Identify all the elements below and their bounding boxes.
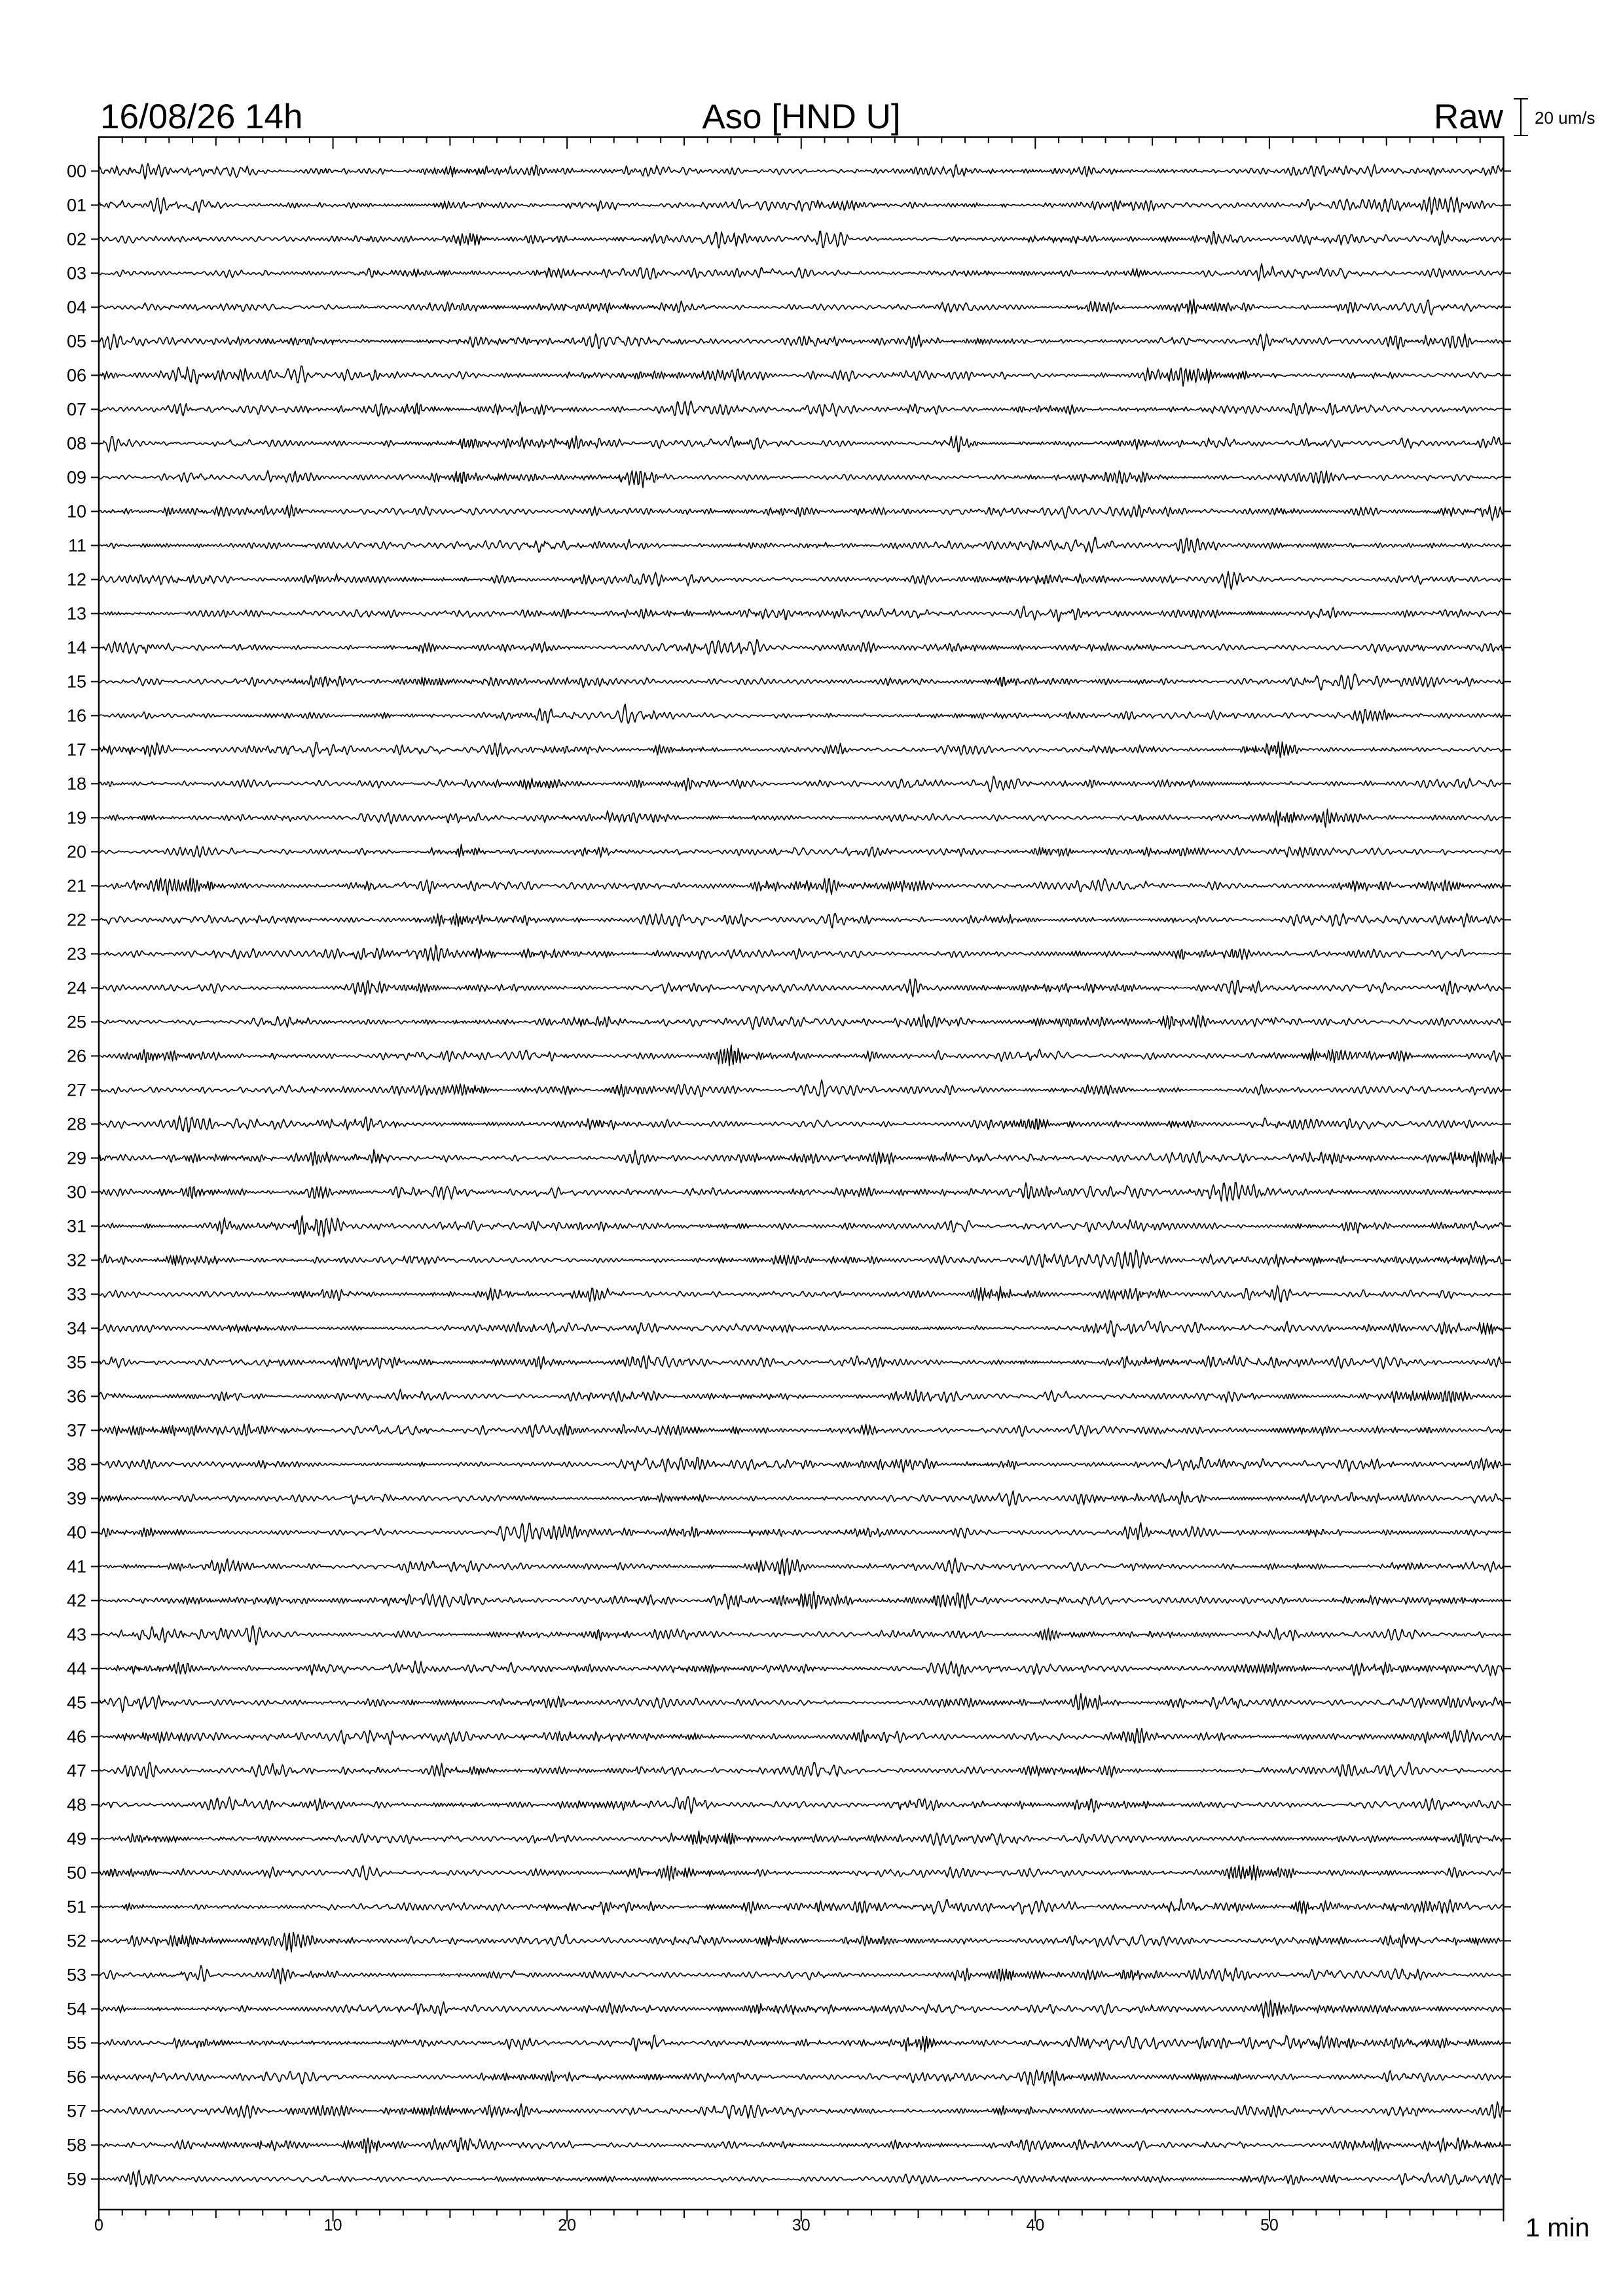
trace-01 — [99, 197, 1503, 214]
row-label-17: 17 — [66, 740, 86, 760]
row-label-59: 59 — [66, 2169, 86, 2189]
trace-42 — [99, 1592, 1503, 1609]
trace-12 — [99, 571, 1503, 590]
trace-06 — [99, 366, 1503, 386]
trace-27 — [99, 1080, 1503, 1096]
xtick-label-50: 50 — [1260, 2216, 1279, 2234]
trace-18 — [99, 776, 1503, 792]
row-label-50: 50 — [66, 1863, 86, 1883]
row-label-22: 22 — [66, 910, 86, 930]
row-label-53: 53 — [66, 1965, 86, 1985]
row-label-34: 34 — [66, 1318, 86, 1338]
trace-37 — [99, 1424, 1503, 1437]
row-label-10: 10 — [66, 501, 86, 522]
row-label-31: 31 — [66, 1216, 86, 1236]
row-label-55: 55 — [66, 2033, 86, 2053]
trace-08 — [99, 436, 1503, 452]
trace-31 — [99, 1215, 1503, 1236]
trace-21 — [99, 878, 1503, 895]
row-label-20: 20 — [66, 842, 86, 862]
row-label-45: 45 — [66, 1693, 86, 1713]
row-label-38: 38 — [66, 1454, 86, 1475]
trace-48 — [99, 1797, 1503, 1814]
trace-46 — [99, 1729, 1503, 1745]
trace-29 — [99, 1150, 1503, 1167]
trace-28 — [99, 1116, 1503, 1132]
trace-19 — [99, 809, 1503, 827]
xtick-label-10: 10 — [323, 2216, 342, 2234]
row-label-12: 12 — [66, 569, 86, 590]
trace-35 — [99, 1355, 1503, 1369]
trace-39 — [99, 1491, 1503, 1506]
row-label-52: 52 — [66, 1931, 86, 1951]
row-label-47: 47 — [66, 1761, 86, 1781]
trace-58 — [99, 2138, 1503, 2153]
trace-25 — [99, 1014, 1503, 1030]
row-label-19: 19 — [66, 808, 86, 828]
amplitude-scale-bar — [1514, 99, 1528, 135]
trace-24 — [99, 978, 1503, 997]
trace-41 — [99, 1558, 1503, 1575]
row-label-15: 15 — [66, 672, 86, 692]
trace-54 — [99, 2000, 1503, 2018]
trace-47 — [99, 1763, 1503, 1779]
trace-09 — [99, 471, 1503, 488]
row-label-24: 24 — [66, 978, 86, 998]
row-label-29: 29 — [66, 1148, 86, 1168]
row-label-40: 40 — [66, 1522, 86, 1543]
trace-11 — [99, 537, 1503, 553]
trace-26 — [99, 1045, 1503, 1066]
trace-43 — [99, 1626, 1503, 1645]
amplitude-scale-label: 20 um/s — [1535, 108, 1596, 128]
station-title: Aso [HND U] — [702, 98, 901, 136]
row-label-35: 35 — [66, 1352, 86, 1372]
row-label-06: 06 — [66, 365, 86, 386]
trace-45 — [99, 1693, 1503, 1712]
row-label-36: 36 — [66, 1386, 86, 1407]
trace-50 — [99, 1865, 1503, 1881]
row-label-48: 48 — [66, 1795, 86, 1815]
row-label-54: 54 — [66, 1999, 86, 2019]
trace-05 — [99, 334, 1503, 351]
trace-53 — [99, 1965, 1503, 1984]
row-label-14: 14 — [66, 637, 86, 658]
row-label-37: 37 — [66, 1420, 86, 1441]
plot-frame — [99, 137, 1504, 2210]
mode-label: Raw — [1433, 98, 1503, 136]
trace-59 — [99, 2170, 1503, 2186]
xtick-label-30: 30 — [792, 2216, 811, 2234]
row-label-23: 23 — [66, 944, 86, 964]
row-label-04: 04 — [66, 297, 86, 317]
trace-40 — [99, 1523, 1503, 1542]
row-label-03: 03 — [66, 263, 86, 283]
row-label-39: 39 — [66, 1488, 86, 1509]
trace-34 — [99, 1321, 1503, 1337]
trace-22 — [99, 913, 1503, 927]
row-label-58: 58 — [66, 2135, 86, 2155]
row-label-32: 32 — [66, 1250, 86, 1270]
trace-52 — [99, 1932, 1503, 1952]
trace-23 — [99, 945, 1503, 961]
trace-10 — [99, 505, 1503, 520]
trace-32 — [99, 1250, 1503, 1269]
time-axis-labels — [94, 2216, 1279, 2234]
row-label-21: 21 — [66, 876, 86, 896]
row-span-label: 1 min — [1525, 2214, 1590, 2242]
row-label-00: 00 — [66, 161, 86, 181]
trace-57 — [99, 2102, 1503, 2119]
row-label-33: 33 — [66, 1284, 86, 1304]
trace-33 — [99, 1285, 1503, 1302]
row-label-30: 30 — [66, 1182, 86, 1202]
row-label-57: 57 — [66, 2101, 86, 2121]
trace-16 — [99, 704, 1503, 724]
trace-36 — [99, 1390, 1503, 1403]
trace-rows — [67, 161, 1511, 2189]
row-label-13: 13 — [66, 603, 86, 624]
row-label-49: 49 — [66, 1829, 86, 1849]
row-label-01: 01 — [66, 195, 86, 215]
row-label-51: 51 — [66, 1897, 86, 1917]
trace-44 — [99, 1661, 1503, 1676]
row-label-43: 43 — [66, 1624, 86, 1645]
row-label-28: 28 — [66, 1114, 86, 1134]
trace-15 — [99, 674, 1503, 690]
trace-51 — [99, 1899, 1503, 1915]
trace-20 — [99, 844, 1503, 857]
row-label-16: 16 — [66, 706, 86, 726]
trace-07 — [99, 401, 1503, 416]
row-label-11: 11 — [67, 535, 86, 556]
date-hour-label: 16/08/26 14h — [100, 98, 303, 136]
trace-56 — [99, 2070, 1503, 2086]
xtick-label-40: 40 — [1026, 2216, 1045, 2234]
trace-38 — [99, 1458, 1503, 1473]
trace-30 — [99, 1183, 1503, 1201]
row-label-05: 05 — [66, 331, 86, 351]
row-label-41: 41 — [66, 1556, 86, 1577]
row-label-25: 25 — [66, 1012, 86, 1032]
row-label-26: 26 — [66, 1046, 86, 1066]
xtick-label-20: 20 — [558, 2216, 577, 2234]
trace-00 — [99, 164, 1503, 179]
row-label-18: 18 — [66, 774, 86, 794]
row-label-42: 42 — [66, 1590, 86, 1611]
row-label-27: 27 — [66, 1080, 86, 1100]
trace-17 — [99, 742, 1503, 758]
trace-14 — [99, 639, 1503, 655]
trace-04 — [99, 299, 1503, 315]
trace-03 — [99, 264, 1503, 281]
xtick-label-0: 0 — [94, 2216, 103, 2234]
time-axis-ticks — [99, 137, 1504, 2222]
row-label-08: 08 — [66, 433, 86, 454]
row-label-02: 02 — [66, 229, 86, 249]
trace-49 — [99, 1831, 1503, 1846]
row-label-46: 46 — [66, 1727, 86, 1747]
row-label-44: 44 — [66, 1659, 86, 1679]
row-label-07: 07 — [66, 399, 86, 420]
row-label-09: 09 — [66, 467, 86, 488]
row-label-56: 56 — [66, 2067, 86, 2087]
trace-02 — [99, 231, 1503, 248]
trace-55 — [99, 2035, 1503, 2052]
trace-13 — [99, 606, 1503, 621]
